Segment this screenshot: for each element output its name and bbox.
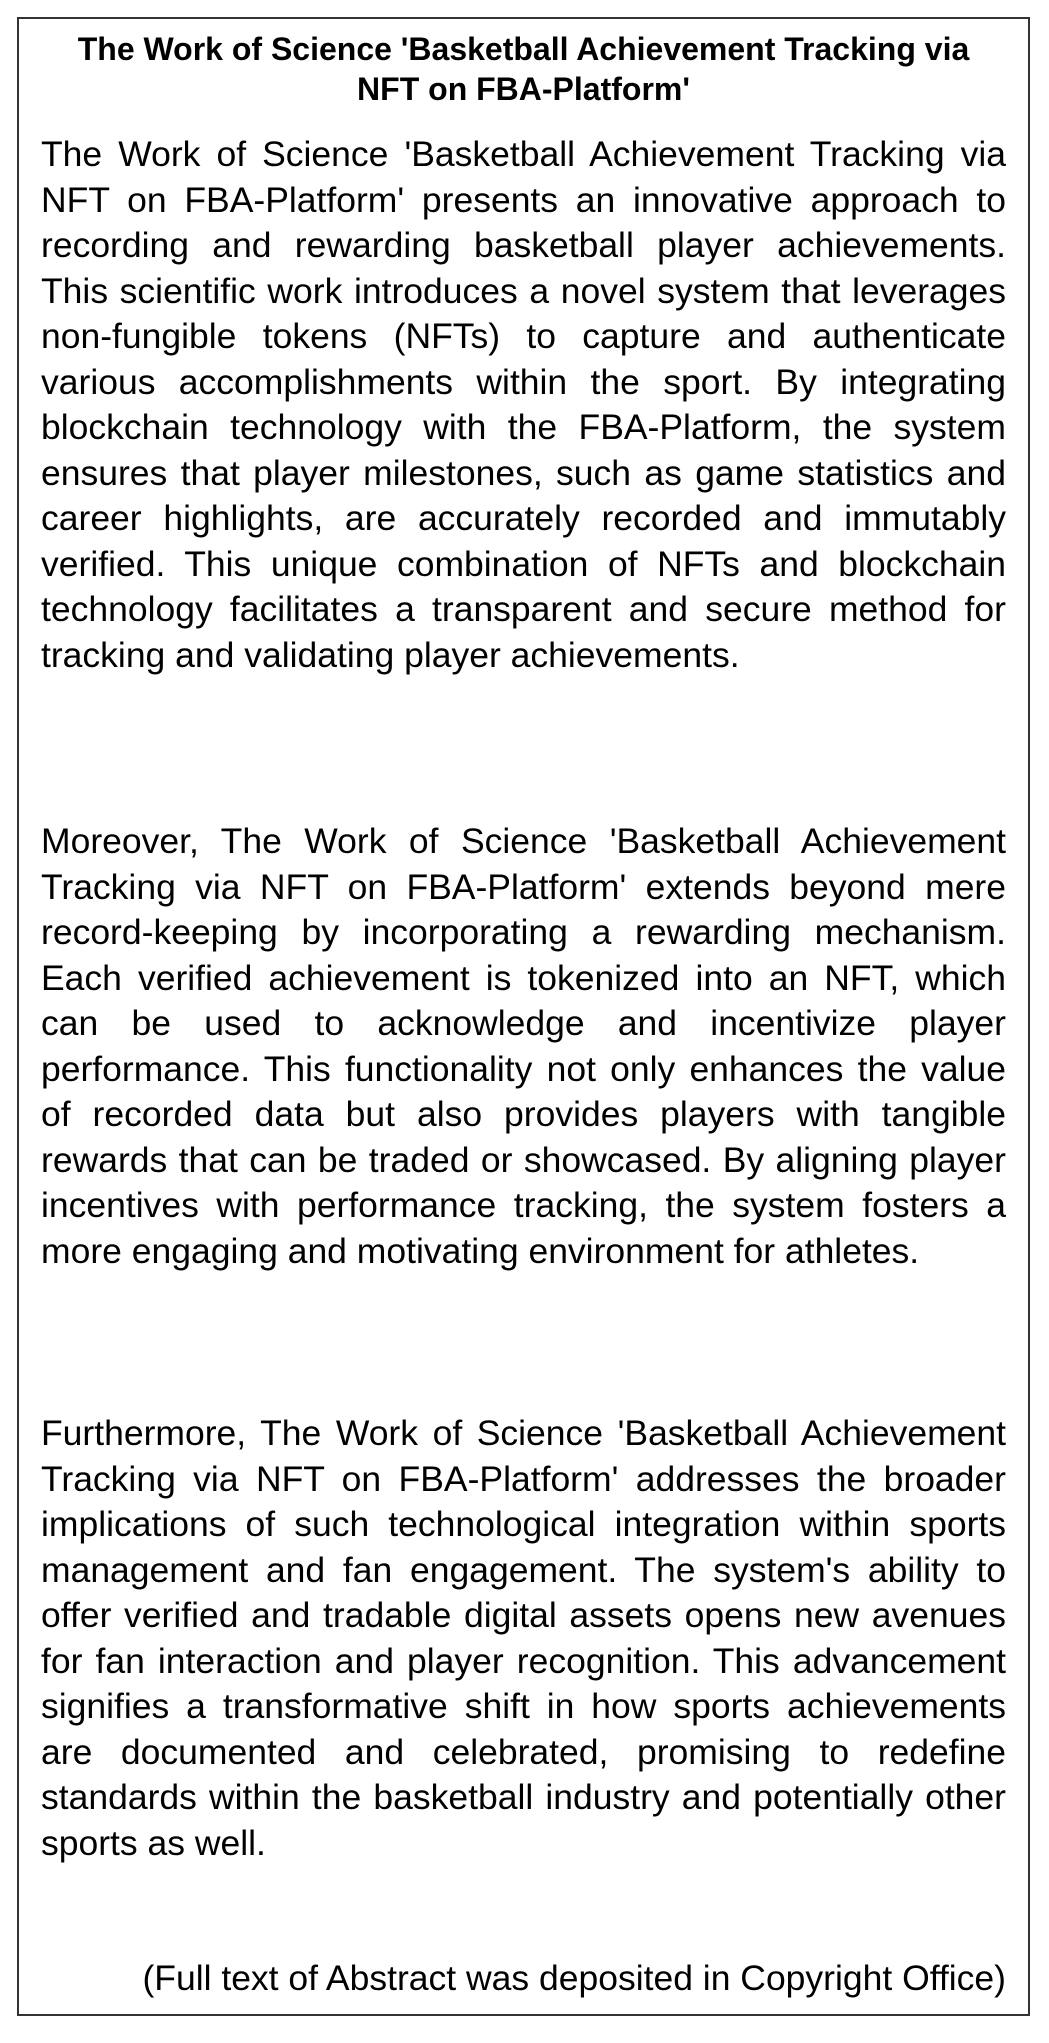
abstract-paragraph-1: The Work of Science 'Basketball Achievement Tracking via NFT on FBA-Platform' presents an innovative approach to recording and rewarding basketball player achievements. This scientific work introduces a novel system that leverages non-fungible tokens (NFTs) to capture and authenticate various accomplishments within the sport. By integrating blockchain technology with the FBA-Platform, the system ensures that player milestones, such as game statistics and career highlights, are accurately recorded and immutably verified. This unique combination of NFTs and blockchain technology facilitates a transparent and secure method for tracking and validating player achievements. <box>41 134 1006 675</box>
deposit-footnote: (Full text of Abstract was deposited in Copyright Office) <box>142 1958 1006 1998</box>
abstract-page <box>17 17 1030 2016</box>
abstract-paragraph-2: Moreover, The Work of Science 'Basketball Achievement Tracking via NFT on FBA-Platform' extends beyond mere record-keeping by incorporating a rewarding mechanism. Each verified achievement is tokenized into an NFT, which can be used to acknowledge and incentivize player performance. This functionality not only enhances the value of recorded data but also provides players with tangible rewards that can be traded or showcased. By aligning player incentives with performance tracking, the system fosters a more engaging and motivating environment for athletes. <box>41 821 1006 1271</box>
document-title: The Work of Science 'Basketball Achievement Tracking via NFT on FBA-Platform' <box>77 31 970 107</box>
abstract-paragraph-3: Furthermore, The Work of Science 'Basketball Achievement Tracking via NFT on FBA-Platform' addresses the broader implications of such technological integration within sports management and fan engagement. The system's ability to offer verified and tradable digital assets opens new avenues for fan interaction and player recognition. This advancement signifies a transformative shift in how sports achievements are documented and celebrated, promising to redefine standards within the basketball industry and potentially other sports as well. <box>41 1413 1006 1863</box>
